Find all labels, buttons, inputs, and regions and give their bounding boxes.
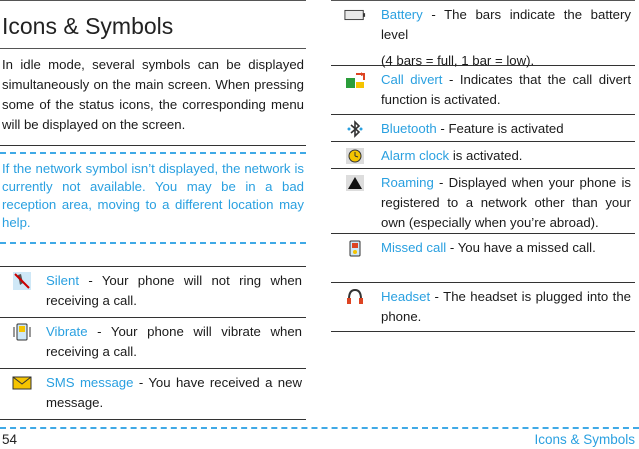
silent-label: Silent: [46, 273, 79, 288]
left-column: [0, 0, 306, 420]
list-bottom-rule: [331, 331, 635, 332]
page-number: 54: [2, 432, 18, 447]
missed-call-icon: [344, 238, 366, 258]
vibrate-icon: [11, 322, 33, 342]
call-divert-desc: - Indicates that the call divert function is activated.: [381, 72, 631, 107]
roaming-desc: - Displayed when your phone is registered to a network other than your own (especially when you’re abroad).: [381, 175, 631, 230]
page-title: Icons & Symbols: [0, 0, 306, 49]
list-item-roaming: [331, 168, 635, 233]
battery-label: Battery: [381, 7, 423, 22]
headset-desc: - The headset is plugged into the phone.: [381, 289, 631, 324]
battery-icon: [344, 5, 366, 25]
network-note: If the network symbol isn’t displayed, the network is currently not available. You may be in a bad reception area, moving to a different location may help.: [2, 161, 304, 230]
list-item-alarm: [331, 141, 635, 168]
intro-paragraph: In idle mode, several symbols can be displayed simultaneously on the main screen. When pressing some of the status icons, the corresponding menu will be displayed on the screen.: [0, 49, 306, 146]
bluetooth-desc: - Feature is activated: [436, 121, 564, 136]
roaming-icon: [344, 173, 366, 193]
list-item-sms: [0, 368, 306, 420]
vibrate-desc: - Your phone will vibrate when receiving a call.: [46, 324, 302, 359]
alarm-label: Alarm clock: [381, 148, 450, 163]
list-item-battery: [331, 0, 635, 68]
call-divert-label: Call divert: [381, 72, 443, 87]
battery-desc: - The bars indicate the battery level: [381, 7, 631, 42]
right-column: [331, 0, 635, 332]
sms-icon: [11, 373, 33, 393]
bluetooth-label: Bluetooth: [381, 121, 437, 136]
silent-icon: [11, 271, 33, 291]
page-footer: [0, 427, 639, 449]
missed-call-label: Missed call: [381, 240, 447, 255]
battery-sub: (4 bars = full, 1 bar = low).: [381, 53, 535, 68]
vibrate-label: Vibrate: [46, 324, 88, 339]
list-item-call-divert: [331, 65, 635, 114]
alarm-clock-icon: [344, 146, 366, 166]
alarm-desc: is activated.: [449, 148, 523, 163]
section-name: Icons & Symbols: [534, 432, 635, 447]
sms-label: SMS message: [46, 375, 134, 390]
call-divert-icon: [344, 70, 366, 90]
headset-label: Headset: [381, 289, 431, 304]
silent-desc: - Your phone will not ring when receiving a call.: [46, 273, 302, 308]
headset-icon: [344, 287, 366, 307]
list-item-headset: [331, 282, 635, 331]
roaming-label: Roaming: [381, 175, 434, 190]
list-item-vibrate: [0, 317, 306, 368]
list-item-bluetooth: [331, 114, 635, 141]
sms-desc: - You have received a new message.: [46, 375, 302, 410]
missed-call-desc: - You have a missed call.: [446, 240, 596, 255]
bluetooth-icon: [344, 119, 366, 139]
list-item-missed-call: [331, 233, 635, 282]
list-item-silent: [0, 266, 306, 317]
